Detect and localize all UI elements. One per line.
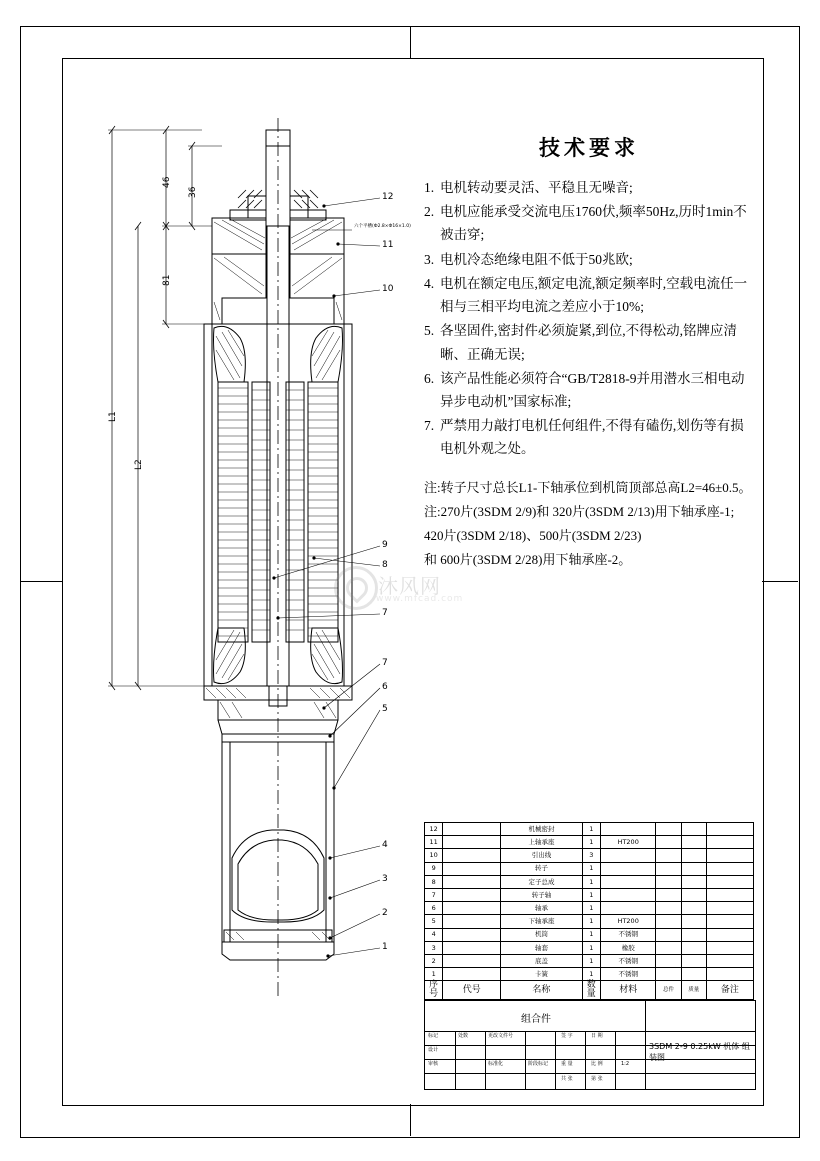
col-header-total-weight: 质量 <box>681 981 706 1000</box>
count-label: 处数 <box>458 1033 469 1039</box>
tech-requirements-list <box>424 176 754 461</box>
table-row: 5 下轴承座 1 HT200 <box>425 915 754 928</box>
col-header-name: 名称 <box>501 981 582 1000</box>
list-item: 4. 电机在额定电压,额定电流,额定频率时,空载电流任一相与三相平均电流之差应小于10%; <box>424 275 748 315</box>
scale-value: 1:2 <box>621 1061 630 1067</box>
table-row: 1 卡簧 1 不锈钢 <box>425 968 754 981</box>
table-row: 9 转子 1 <box>425 862 754 875</box>
slot-note: 六个平槽(Ф2.8×Ф16×1.0) <box>354 224 411 229</box>
list-item: 3. 电机冷态绝缘电阻不低于50兆欧; <box>424 251 633 267</box>
balloon-4: 4 <box>382 840 388 850</box>
table-row: 12 机械密封 1 <box>425 823 754 836</box>
balloon-1: 1 <box>382 942 388 952</box>
list-item: 1. 电机转动要灵活、平稳且无噪音; <box>424 180 633 195</box>
table-row: 8 定子总成 1 <box>425 875 754 888</box>
tech-notes <box>424 477 754 571</box>
dimension-46: 46 <box>162 176 172 188</box>
weight-label: 重 量 <box>561 1061 573 1067</box>
dimension-L1: L1 <box>108 411 118 422</box>
drawing-name: 3SDM 2-9 0.25kW 机体 组装图 <box>649 1042 750 1062</box>
balloon-9: 9 <box>382 540 388 550</box>
balloon-6: 6 <box>382 682 388 692</box>
design-label: 设计 <box>428 1047 439 1053</box>
balloon-5: 5 <box>382 704 388 714</box>
sheet-total-label: 共 张 <box>561 1076 573 1082</box>
table-header-row <box>425 981 754 1000</box>
balloon-8: 8 <box>382 560 388 570</box>
col-header-qty: 数量 <box>582 981 600 1000</box>
col-header-code: 代号 <box>443 981 501 1000</box>
col-header-material: 材料 <box>600 981 656 1000</box>
table-row: 3 轴套 1 橡胶 <box>425 941 754 954</box>
pump-motor-sectional-drawing <box>62 58 424 1104</box>
balloon-10: 10 <box>382 284 394 294</box>
balloon-2: 2 <box>382 908 388 918</box>
note-line: 和 600片(3SDM 2/28)用下轴承座-2。 <box>424 551 632 567</box>
dimension-L2: L2 <box>134 459 144 470</box>
tech-requirements-title: 技术要求 <box>539 135 639 160</box>
scale-label: 比 例 <box>591 1061 603 1067</box>
list-item: 7. 严禁用力敲打电机任何组件,不得有磕伤,划伤等有损电机外观之处。 <box>424 418 744 457</box>
note-line: 注:270片(3SDM 2/9)和 320片(3SDM 2/13)用下轴承座-1; <box>424 503 735 519</box>
dimension-36: 36 <box>188 186 198 198</box>
review-label: 审核 <box>428 1061 439 1067</box>
note-line: 注:转子尺寸总长L1-下轴承位到机筒顶部总高L2=46±0.5。 <box>424 479 752 495</box>
table-row: 7 转子轴 1 <box>425 888 754 901</box>
col-header-unit-weight: 总件 <box>656 981 681 1000</box>
note-line: 420片(3SDM 2/18)、500片(3SDM 2/23) <box>424 527 642 543</box>
sign-label: 签 字 <box>561 1033 573 1039</box>
standardization-label: 标准化 <box>488 1061 504 1067</box>
balloon-7: 7 <box>382 658 388 668</box>
table-row: 4 机筒 1 不锈钢 <box>425 928 754 941</box>
sheet-number-label: 第 张 <box>591 1076 603 1082</box>
stage-mark-label: 阶段标记 <box>528 1061 549 1067</box>
balloon-7b: 7 <box>382 608 388 618</box>
balloon-11: 11 <box>382 240 394 250</box>
dimension-81: 81 <box>162 274 172 286</box>
col-header-remark: 备注 <box>706 981 753 1000</box>
table-row: 6 轴承 1 <box>425 902 754 915</box>
watermark-text: 沐风网 <box>378 574 441 598</box>
table-row: 11 上轴承座 1 HT200 <box>425 836 754 849</box>
list-item: 5. 各坚固件,密封件必须旋紧,到位,不得松动,铭牌应清晰、正确无误; <box>424 323 737 362</box>
change-doc-label: 更改文件号 <box>488 1033 514 1039</box>
parts-list-table <box>424 822 754 1000</box>
watermark-url: www.mfcad.com <box>376 594 464 604</box>
col-header-no: 序号 <box>425 981 443 1000</box>
marks-label: 标记 <box>428 1033 439 1039</box>
table-row: 2 底盖 1 不锈钢 <box>425 954 754 967</box>
assembly-label: 组合件 <box>521 1014 551 1025</box>
list-item: 6. 该产品性能必须符合“GB/T2818-9并用潜水三相电动异步电动机”国家标准; <box>424 370 745 409</box>
center-tick-top <box>410 26 411 58</box>
balloon-3: 3 <box>382 874 388 884</box>
date-label: 日 期 <box>591 1033 603 1039</box>
list-item: 2. 电机应能承受交流电压1760伏,频率50Hz,历时1min不被击穿; <box>424 204 747 243</box>
center-tick-left <box>20 581 62 582</box>
title-block <box>424 1000 756 1090</box>
center-tick-right <box>762 581 798 582</box>
balloon-12: 12 <box>382 192 394 202</box>
center-tick-bottom <box>410 1104 411 1136</box>
table-row: 10 引出线 3 <box>425 849 754 862</box>
technical-requirements-block <box>424 132 754 573</box>
